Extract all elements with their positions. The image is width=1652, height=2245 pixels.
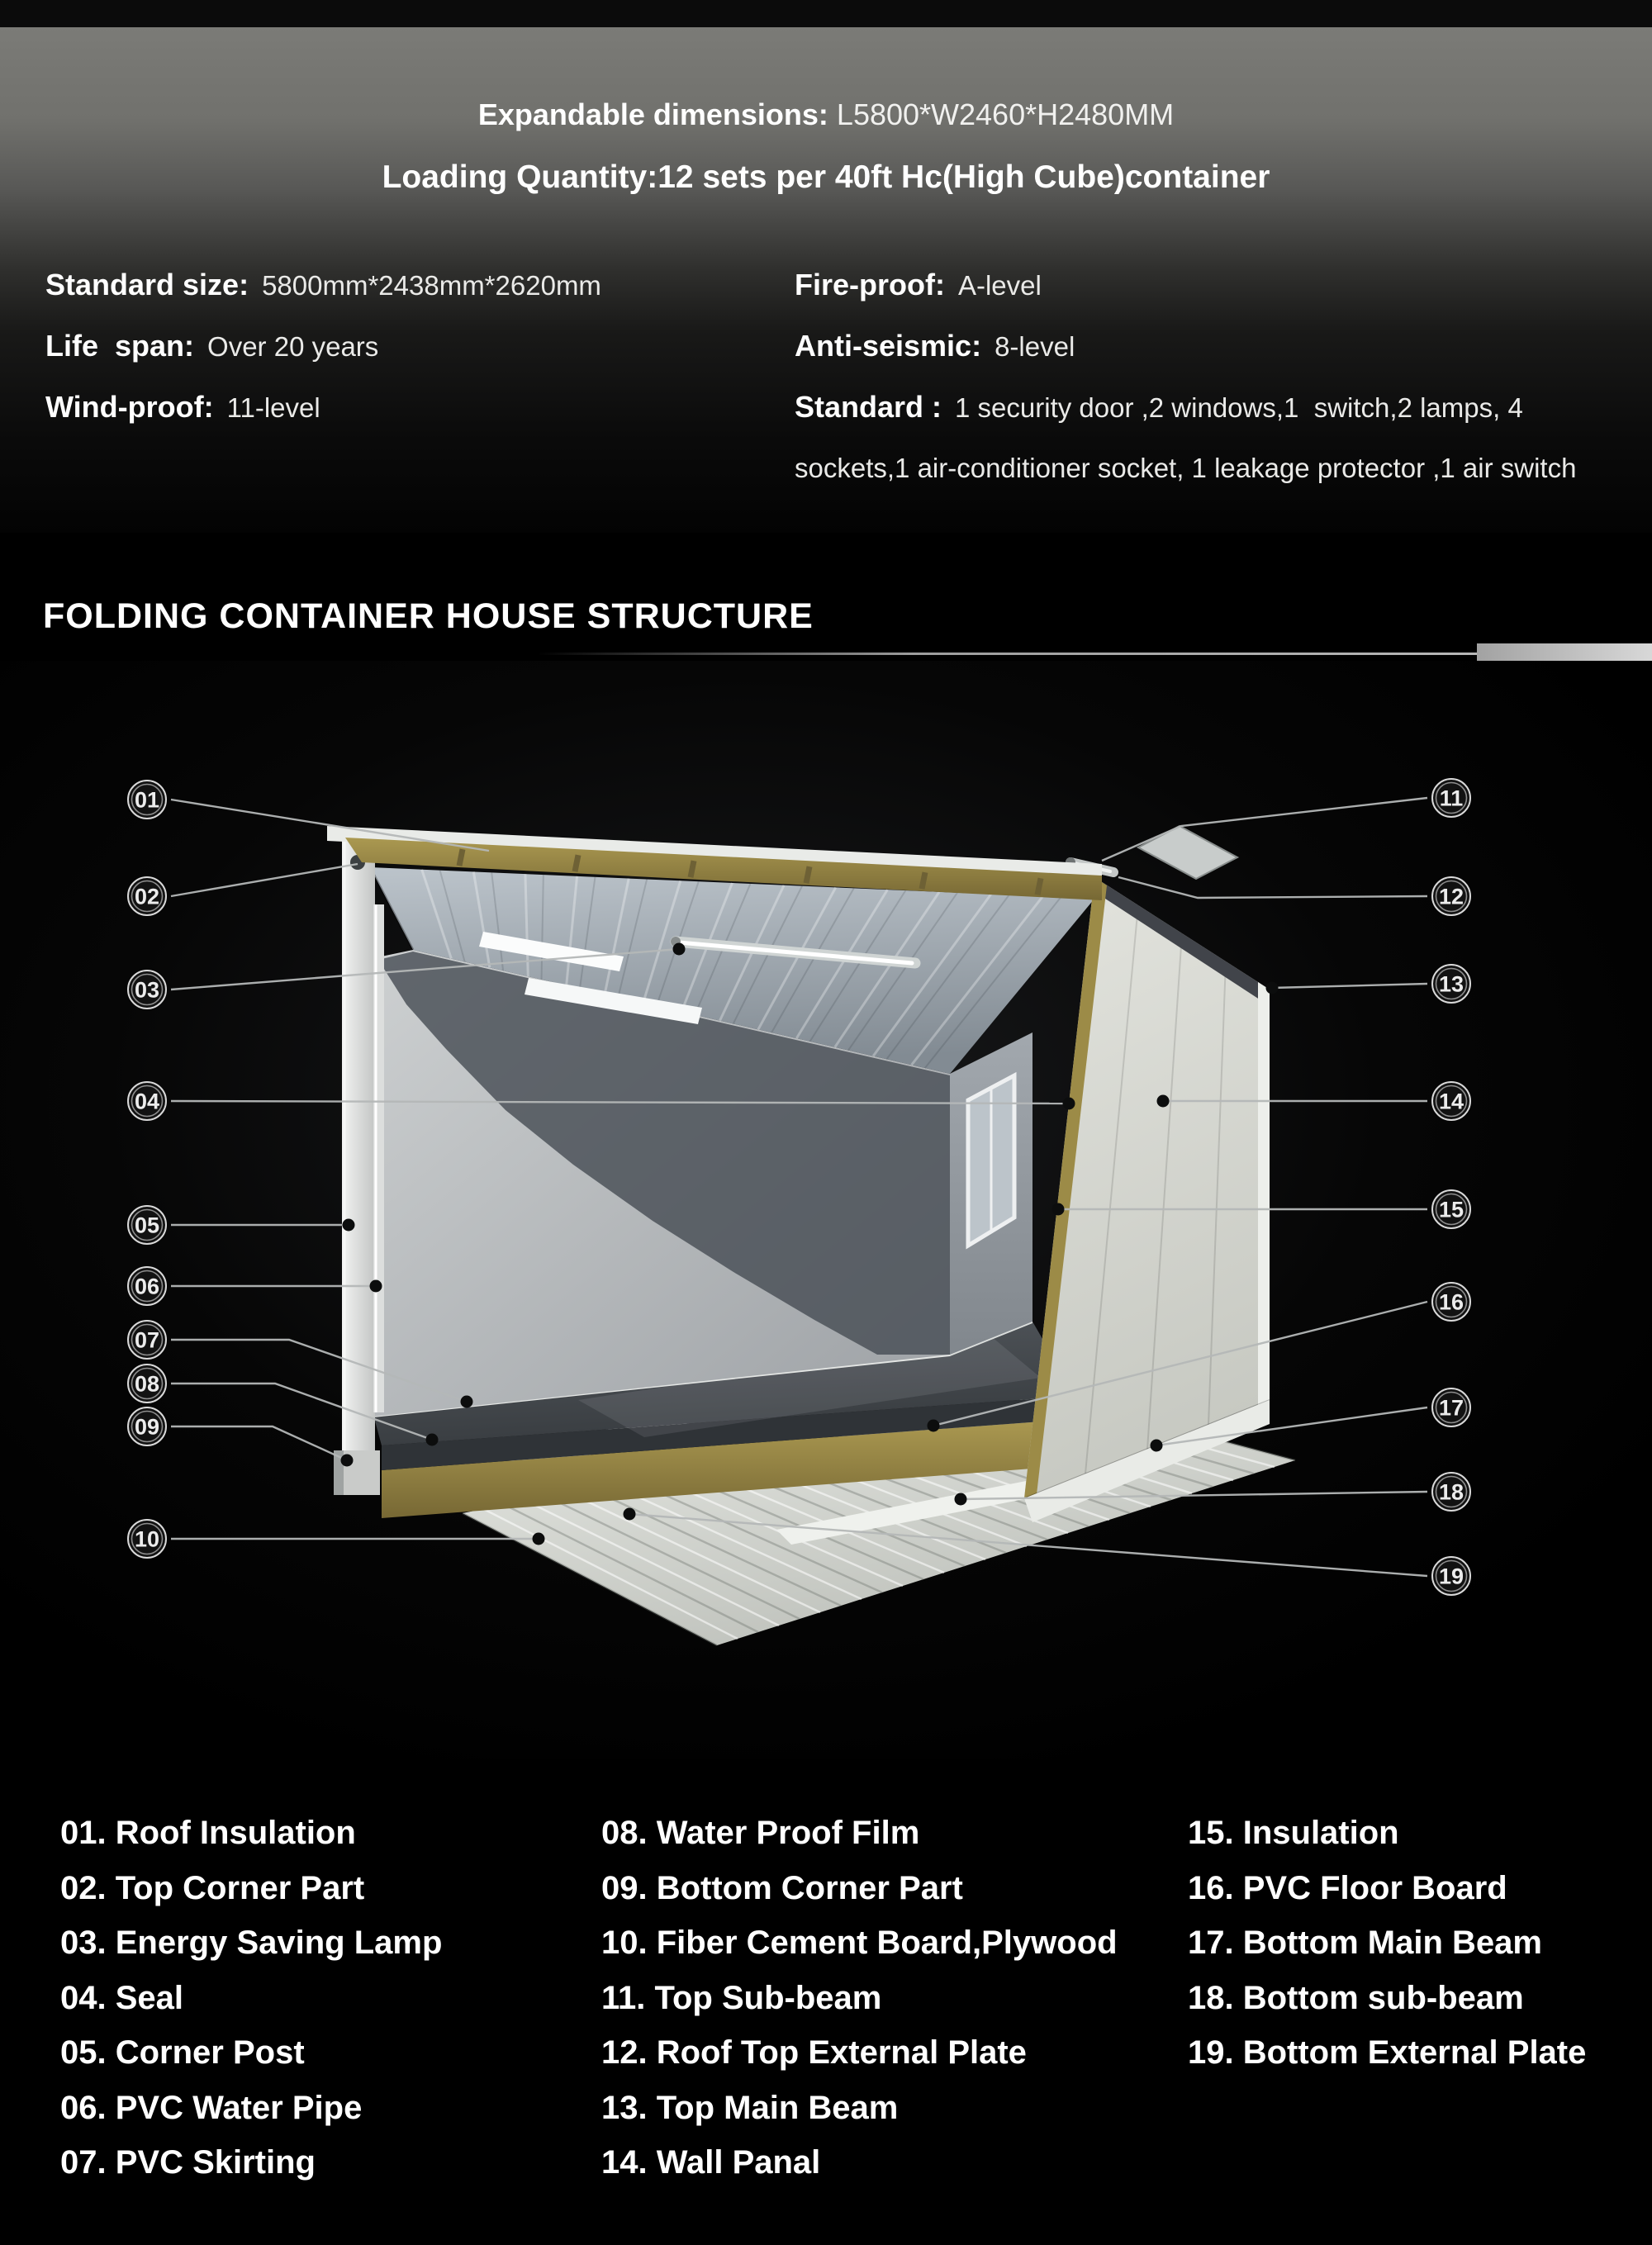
leader-dot-18 [955, 1493, 967, 1506]
callout-12 [1432, 877, 1470, 915]
callout-13 [1432, 965, 1470, 1003]
callout-number-05: 05 [134, 1213, 160, 1238]
callout-15 [1432, 1190, 1470, 1228]
spec-standard-config-wrap: sockets,1 air-conditioner socket, 1 leakage protector ,1 air switch [795, 453, 1577, 483]
loading-quantity-line: Loading Quantity:12 sets per 40ft Hc(High Cube)container [382, 159, 1270, 195]
callout-number-13: 13 [1438, 971, 1464, 997]
callout-11 [1432, 779, 1470, 817]
spec-anti-seismic: Anti-seismic: 8-level [795, 329, 1075, 363]
specs-left-column [45, 258, 772, 441]
callout-number-07: 07 [134, 1327, 160, 1353]
expandable-dimensions-label: Expandable dimensions: [477, 97, 828, 131]
legend-column-3 [1188, 1806, 1586, 2081]
leader-dot-13 [1266, 982, 1279, 994]
callout-08 [128, 1365, 166, 1403]
callout-03 [128, 971, 166, 1009]
callout-09 [128, 1407, 166, 1445]
callout-04 [128, 1082, 166, 1120]
leader-dot-05 [343, 1219, 355, 1232]
callout-01 [128, 781, 166, 819]
callout-number-18: 18 [1438, 1479, 1464, 1505]
leader-dot-06 [370, 1280, 382, 1293]
callout-02 [128, 877, 166, 915]
callout-number-19: 19 [1438, 1564, 1464, 1589]
legend-item: 15. Insulation [1188, 1815, 1399, 1851]
legend-item: 19. Bottom External Plate [1188, 2034, 1587, 2071]
callout-number-02: 02 [134, 884, 160, 909]
top-black-strip [0, 0, 1652, 27]
callout-number-04: 04 [134, 1089, 160, 1114]
leader-dot-15 [1052, 1203, 1065, 1216]
leader-dot-14 [1157, 1095, 1170, 1108]
legend-item: 17. Bottom Main Beam [1188, 1925, 1542, 1961]
callout-number-16: 16 [1438, 1289, 1464, 1315]
leader-dot-04 [1063, 1098, 1075, 1110]
specs-right-column [795, 258, 1652, 501]
callout-number-17: 17 [1438, 1395, 1464, 1421]
legend-item: 06. PVC Water Pipe [60, 2089, 363, 2126]
expandable-dimensions-line [0, 97, 1652, 132]
decor-thin-line [537, 653, 1477, 655]
legend-item: 01. Roof Insulation [60, 1815, 356, 1851]
spec-standard-size: Standard size: 5800mm*2438mm*2620mm [45, 268, 601, 301]
legend-item: 08. Water Proof Film [601, 1815, 920, 1851]
legend-item: 16. PVC Floor Board [1188, 1869, 1507, 1906]
interior-back-wall [950, 1032, 1032, 1355]
legend-item: 07. PVC Skirting [60, 2144, 316, 2181]
callout-number-06: 06 [134, 1274, 160, 1299]
callout-07 [128, 1321, 166, 1359]
legend-item: 18. Bottom sub-beam [1188, 1979, 1524, 2016]
spec-standard-config: Standard : 1 security door ,2 windows,1 switch,2 lamps, 4 [795, 390, 1523, 424]
callout-05 [128, 1206, 166, 1244]
leader-dot-03 [673, 943, 686, 956]
page-title: FOLDING CONTAINER HOUSE STRUCTURE [43, 596, 814, 636]
callout-number-09: 09 [134, 1414, 160, 1440]
legend-item: 11. Top Sub-beam [601, 1979, 882, 2016]
callout-10 [128, 1520, 166, 1558]
parts-legend [0, 1806, 1652, 2202]
legend-column-2 [601, 1806, 1118, 2190]
legend-item: 04. Seal [60, 1979, 184, 2016]
callout-number-15: 15 [1438, 1197, 1464, 1222]
callout-18 [1432, 1473, 1470, 1511]
spec-life-span: Life span: Over 20 years [45, 329, 379, 363]
callout-16 [1432, 1283, 1470, 1321]
legend-item: 12. Roof Top External Plate [601, 2034, 1027, 2071]
leader-dot-09 [341, 1455, 354, 1467]
callout-number-01: 01 [134, 787, 160, 813]
decor-gray-bar [1477, 643, 1652, 662]
spec-fire-proof: Fire-proof: A-level [795, 268, 1042, 301]
legend-column-1 [60, 1806, 442, 2190]
legend-item: 14. Wall Panal [601, 2144, 821, 2181]
callout-number-08: 08 [134, 1371, 160, 1397]
callout-19 [1432, 1557, 1470, 1595]
legend-item: 05. Corner Post [60, 2034, 305, 2071]
leader-dot-08 [426, 1434, 439, 1446]
legend-item: 02. Top Corner Part [60, 1869, 365, 1906]
legend-item: 13. Top Main Beam [601, 2089, 899, 2126]
callout-number-11: 11 [1439, 786, 1464, 811]
callout-number-03: 03 [134, 977, 160, 1003]
leader-dot-17 [1151, 1440, 1163, 1452]
expandable-dimensions-value: L5800*W2460*H2480MM [836, 97, 1175, 131]
spec-wind-proof: Wind-proof: 11-level [45, 390, 320, 424]
spec-banner [0, 27, 1652, 533]
legend-item: 09. Bottom Corner Part [601, 1869, 963, 1906]
leader-dot-16 [928, 1420, 940, 1432]
container-house-structure-diagram [0, 661, 1652, 1759]
leader-dot-19 [624, 1508, 636, 1521]
legend-item: 10. Fiber Cement Board,Plywood [601, 1925, 1118, 1961]
leader-dot-07 [461, 1396, 473, 1408]
callout-number-14: 14 [1438, 1089, 1464, 1114]
callout-06 [128, 1267, 166, 1305]
callout-17 [1432, 1388, 1470, 1426]
callout-number-12: 12 [1438, 884, 1464, 909]
callout-number-10: 10 [134, 1526, 160, 1552]
legend-item: 03. Energy Saving Lamp [60, 1925, 443, 1961]
leader-dot-10 [533, 1533, 545, 1545]
callout-14 [1432, 1082, 1470, 1120]
